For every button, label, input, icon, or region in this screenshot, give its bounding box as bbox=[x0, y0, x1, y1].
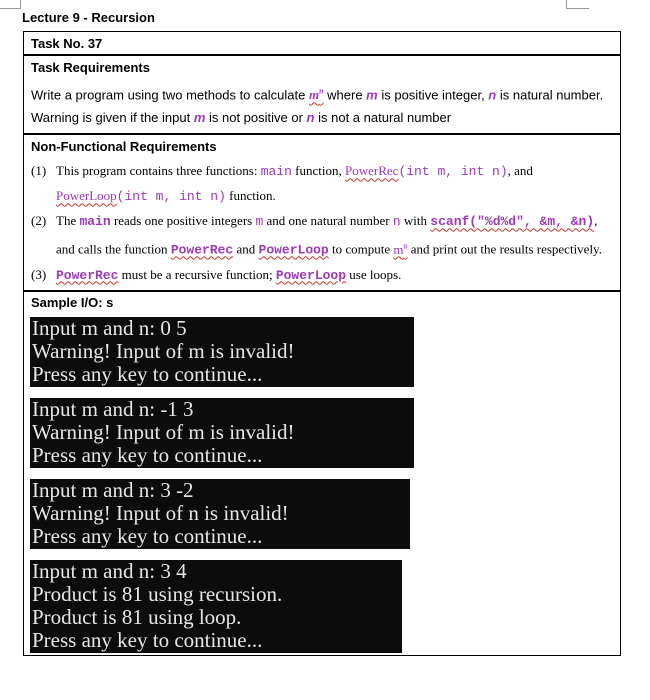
nf-item-1 bbox=[31, 159, 614, 209]
console-line: Input m and n: 3 -2 bbox=[32, 477, 194, 502]
console-line: Warning! Input of m is invalid! bbox=[32, 338, 295, 363]
power-expression bbox=[309, 87, 324, 102]
req-text-3: is positive integer, bbox=[377, 87, 489, 103]
task-number-row bbox=[24, 32, 620, 56]
nf1-powerrec-args: (int m, int n) bbox=[398, 164, 508, 180]
nf3-powerrec: PowerRec bbox=[56, 267, 119, 283]
console-line: Product is 81 using loop. bbox=[32, 604, 242, 629]
task-requirements-section bbox=[24, 56, 620, 135]
req-text-6: is not a natural number bbox=[314, 110, 452, 126]
non-functional-section bbox=[24, 135, 620, 290]
req-text-4: is natural number. Warning is given if the input bbox=[31, 87, 604, 126]
console-line: Press any key to continue... bbox=[32, 442, 263, 467]
console-output-3 bbox=[30, 479, 410, 549]
console-line: Input m and n: 3 4 bbox=[32, 558, 187, 583]
var-n-2: n bbox=[306, 110, 315, 126]
nf1-text-3: , and bbox=[507, 163, 533, 179]
console-line: Press any key to continue... bbox=[32, 627, 263, 652]
nf2-text-4: with bbox=[400, 213, 431, 229]
nf1-text-1: This program contains three functions: bbox=[56, 163, 261, 179]
lecture-title: Lecture 9 - Recursion bbox=[22, 10, 155, 25]
var-m: m bbox=[366, 87, 378, 103]
nf3-text-2: use loops. bbox=[346, 266, 402, 282]
task-requirements-text bbox=[24, 78, 620, 133]
nf2-text-6: and bbox=[233, 241, 259, 257]
req-text-2: where bbox=[323, 87, 367, 103]
nf2-powerloop: PowerLoop bbox=[258, 242, 329, 258]
nf2-scanf-call: scanf("%d%d", &m, &n) bbox=[430, 214, 595, 230]
nf2-text-5: , and calls the function bbox=[56, 213, 598, 257]
console-line: Input m and n: 0 5 bbox=[32, 315, 187, 340]
sample-io-terminals bbox=[24, 314, 620, 655]
nf2-text-3: and one natural number bbox=[263, 213, 393, 229]
console-line: Warning! Input of m is invalid! bbox=[32, 419, 295, 444]
sample-io-section bbox=[24, 291, 620, 655]
console-line: Input m and n: -1 3 bbox=[32, 396, 194, 421]
task-number: Task No. 37 bbox=[31, 36, 103, 51]
console-line: Press any key to continue... bbox=[32, 361, 263, 386]
var-m-2: m bbox=[193, 110, 206, 126]
nf2-powerrec: PowerRec bbox=[170, 242, 234, 258]
nf2-text-2: reads one positive integers bbox=[110, 213, 256, 229]
console-output-4 bbox=[30, 560, 402, 653]
page-corner-mark-left bbox=[0, 0, 21, 9]
nf3-text-1: must be a recursive function; bbox=[118, 266, 276, 282]
task-table bbox=[23, 31, 621, 656]
nf2-power-exponent: n bbox=[403, 241, 408, 251]
nf3-powerloop: PowerLoop bbox=[275, 267, 347, 283]
req-text-5: is not positive or bbox=[205, 110, 307, 126]
nf2-text-7: to compute bbox=[328, 241, 394, 257]
nf1-text-2: function, bbox=[291, 163, 345, 179]
nf-item-3 bbox=[31, 263, 614, 288]
console-output-2 bbox=[30, 398, 414, 468]
nf-item-1-number: (1) bbox=[31, 163, 47, 179]
nf2-text-8: and print out the results respectively. bbox=[407, 241, 602, 257]
nf1-powerloop-args: (int m, int n) bbox=[116, 189, 226, 205]
nf-item-3-number: (3) bbox=[31, 266, 47, 282]
nf2-power-expression bbox=[393, 242, 407, 257]
nf1-main: main bbox=[260, 164, 292, 180]
console-line: Product is 81 using recursion. bbox=[32, 581, 283, 606]
nf1-powerloop: PowerLoop bbox=[56, 188, 117, 204]
console-output-1 bbox=[30, 317, 414, 387]
page-corner-mark-right bbox=[566, 0, 589, 9]
req-text-1: Write a program using two methods to calculate bbox=[31, 87, 309, 103]
var-n: n bbox=[488, 87, 497, 103]
nf-item-2 bbox=[31, 209, 614, 262]
non-functional-heading: Non-Functional Requirements bbox=[31, 139, 217, 155]
power-exponent: n bbox=[319, 87, 324, 96]
console-line: Warning! Input of n is invalid! bbox=[32, 500, 289, 525]
nf2-power-base: m bbox=[393, 241, 404, 257]
nf2-m: m bbox=[255, 214, 264, 230]
task-requirements-heading: Task Requirements bbox=[31, 60, 150, 75]
sample-io-heading: Sample I/O: s bbox=[31, 294, 114, 310]
nf2-main: main bbox=[79, 214, 111, 230]
console-line: Press any key to continue... bbox=[32, 523, 263, 548]
nf1-powerrec: PowerRec bbox=[345, 163, 399, 179]
nf2-text-1: The bbox=[56, 213, 80, 229]
nf1-text-4: function. bbox=[225, 188, 276, 204]
non-functional-list bbox=[24, 157, 620, 289]
nf-item-2-number: (2) bbox=[31, 213, 47, 229]
power-base: m bbox=[308, 87, 320, 103]
nf2-n: n bbox=[392, 214, 401, 230]
